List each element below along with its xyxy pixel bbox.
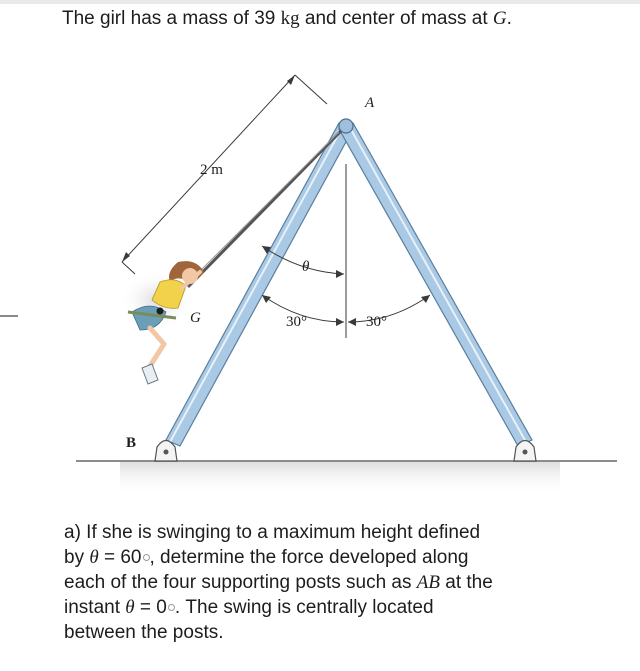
length-label: 2 m <box>200 162 223 178</box>
post-left-highlight <box>170 126 343 442</box>
ground-shadow <box>120 461 560 495</box>
joint-a <box>339 119 353 133</box>
question-text <box>64 520 604 645</box>
label-a: A <box>365 95 375 111</box>
question-line-5: between the posts. <box>64 622 224 643</box>
theta-label: θ <box>302 259 310 275</box>
intro-text-end: . <box>506 8 512 29</box>
label-g: G <box>190 310 201 326</box>
question-line-1: a) If she is swinging to a maximum height defined <box>64 522 481 543</box>
support-right-pin <box>523 450 528 455</box>
intro-text-middle: and center of mass at <box>299 8 493 29</box>
angle-arrow-left <box>262 295 271 303</box>
dimension-arrow-upper <box>287 75 295 85</box>
question-line-3: each of the four supporting posts such as AB at the <box>64 572 493 593</box>
angle-arrow-left-center <box>336 318 344 326</box>
support-b-pin <box>164 450 169 455</box>
degree-mark <box>168 604 175 611</box>
question-line-4: instant θ = 0 . The swing is centrally located <box>64 597 434 618</box>
girl-leg <box>150 328 164 366</box>
label-b: B <box>126 435 137 451</box>
angle-arrow-right-center <box>348 318 356 326</box>
post-right <box>339 123 532 446</box>
theta-symbol: θ <box>125 597 135 618</box>
intro-text-start: The girl has a mass of 39 <box>62 8 281 29</box>
angle-arrow-right <box>421 295 430 303</box>
point-g-symbol: G <box>492 8 507 29</box>
post-right-highlight <box>349 126 526 442</box>
angle-label-left: 30° <box>286 314 307 330</box>
post-ab-symbol: AB <box>416 572 440 593</box>
theta-symbol: θ <box>89 547 99 568</box>
mass-unit: kg <box>280 8 300 29</box>
angle-label-right: 30° <box>366 314 387 330</box>
dimension-arrow-lower <box>122 252 130 262</box>
girl-shoe <box>142 364 158 384</box>
dimension-extension-upper <box>295 75 327 104</box>
degree-mark <box>143 554 150 561</box>
center-of-mass-g <box>157 308 164 315</box>
dimension-extension-lower <box>122 262 135 274</box>
question-line-2: by θ = 60 , determine the force developed along <box>64 547 469 568</box>
angle-arc-right <box>348 295 430 322</box>
theta-arrow-head <box>336 270 344 278</box>
